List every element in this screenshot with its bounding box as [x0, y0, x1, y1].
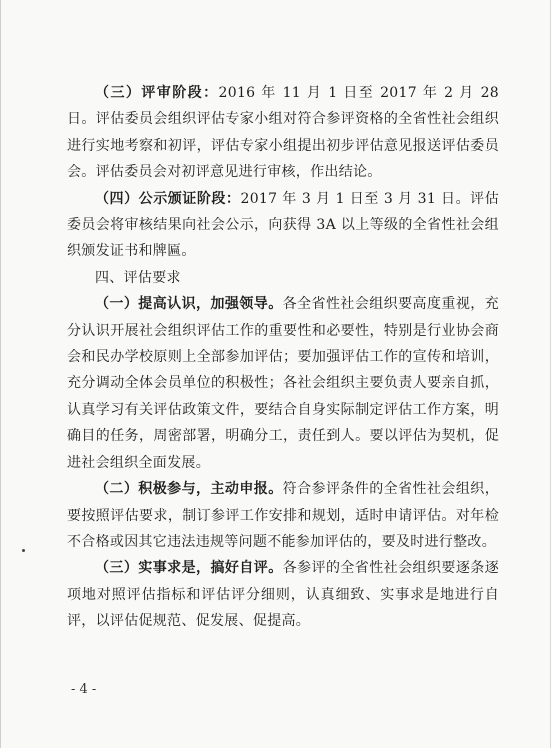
paragraph-heading: （二）积极参与，主动申报。 [95, 481, 283, 498]
section-heading-text: 四、评估要求 [95, 269, 181, 286]
paragraph-publicity-stage [67, 186, 499, 265]
paragraph-text: 各全省性社会组织要高度重视，充分认识开展社会组织评估工作的重要性和必要性，特别是行业协会商会和民办学校原则上全部参加评估；要加强评估工作的宣传和培训，充分调动全体会员单位的积极性；各社会组织主要负责人要亲自抓，认真学习有关评估政策文件，要结合自身实际制定评估工作方案，明确目的任务，周密部署，明确分工，责任到人。要以评估为契机，促进社会组织全面发展。 [67, 296, 500, 471]
page-number: - 4 - [71, 682, 97, 697]
scan-speck [22, 549, 25, 552]
paragraph-review-stage [67, 80, 499, 186]
paragraph-text: 2017 年 3 月 1 日至 3 月 31 日。评估委员会将审核结果向社会公示，向获得 3A 以上等级的全省性社会组织颁发证书和牌匾。 [67, 190, 500, 260]
paragraph-heading: （三）评审阶段： [95, 85, 219, 101]
paragraph-text: 符合参评条件的全省性社会组织，要按照评估要求，制订参评工作安排和规划，适时申请评估。对年检不合格或因其它违法违规等问题不能参加评估的，要及时进行整改。 [67, 481, 500, 550]
document-body [67, 80, 499, 635]
paragraph-heading: （一）提高认识，加强领导。 [95, 296, 283, 313]
paragraph-participation [67, 476, 499, 555]
paragraph-text: 各参评的全省性社会组织要逐条逐项地对照评估指标和评估评分细则，认真细致、实事求是地进行自评，以评估促规范、促发展、促提高。 [67, 560, 500, 630]
paragraph-self-assessment [67, 555, 499, 634]
section-heading-requirements [67, 265, 499, 291]
paragraph-heading: （四）公示颁证阶段： [95, 190, 241, 207]
paragraph-awareness [67, 291, 499, 476]
paragraph-text: 2016 年 11 月 1 日至 2017 年 2 月 28 日。评估委员会组织评估专家小组对符合参评资格的全省性社会组织进行实地考察和初评，评估专家小组提出初步评估意见报送评估委员会。评估委员会对初评意见进行审核，作出结论。 [67, 85, 499, 181]
paragraph-heading: （三）实事求是，搞好自评。 [95, 560, 283, 577]
